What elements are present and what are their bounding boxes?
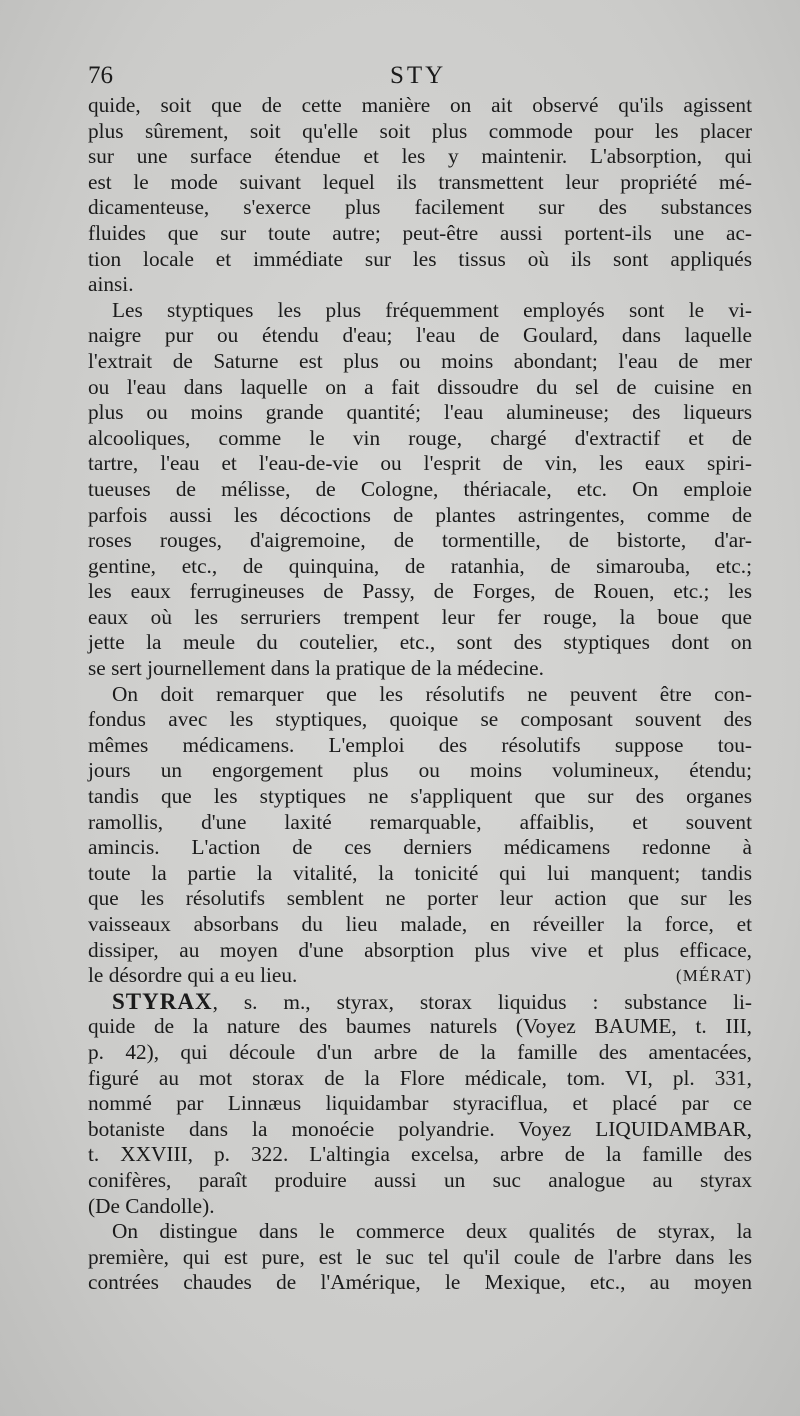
- text-line: eaux où les serruriers trempent leur fer rouge, la boue que: [88, 604, 752, 629]
- text-line: les eaux ferrugineuses de Passy, de Forges, de Rouen, etc.; les: [88, 579, 752, 604]
- text-line: que les résolutifs semblent ne porter leur action que sur les: [88, 886, 752, 911]
- text-line: Les styptiques les plus fréquemment employés sont le vi-: [112, 297, 752, 322]
- text-line: tandis que les styptiques ne s'appliquent que sur des organes: [88, 784, 752, 809]
- entry-first-line-rest: , s. m., styrax, storax liquidus : substance li-: [212, 989, 752, 1014]
- text-line: botaniste dans la monoécie polyandrie. Voyez LIQUIDAMBAR,: [88, 1116, 752, 1141]
- text-line: quide, soit que de cette manière on ait observé qu'ils agissent: [88, 93, 752, 117]
- text-line: ainsi.: [88, 272, 134, 297]
- text-line: figuré au mot storax de la Flore médicale, tom. VI, pl. 331,: [88, 1065, 752, 1090]
- page-header: [88, 62, 752, 92]
- text-line: est le mode suivant lequel ils transmettent leur propriété mé-: [88, 169, 752, 194]
- text-line: conifères, paraît produire aussi un suc analogue au styrax: [88, 1167, 752, 1192]
- text-line: sur une surface étendue et les y maintenir. L'absorption, qui: [88, 144, 752, 169]
- text-line: se sert journellement dans la pratique de la médecine.: [88, 656, 544, 681]
- text-line: jours un engorgement plus ou moins volumineux, étendu;: [88, 758, 752, 783]
- text-line: ou l'eau dans laquelle on a fait dissoudre du sel de cuisine en: [88, 374, 752, 399]
- text-line: t. XXVIII, p. 322. L'altingia excelsa, arbre de la famille des: [88, 1142, 752, 1167]
- running-head: STY: [390, 62, 447, 89]
- text-line: tueuses de mélisse, de Cologne, thériacale, etc. On emploie: [88, 476, 752, 501]
- text-line: fondus avec les styptiques, quoique se composant souvent des: [88, 707, 752, 732]
- entry-headword: STYRAX: [112, 988, 213, 1014]
- text-line: fluides que sur toute autre; peut-être aussi portent-ils une ac-: [88, 220, 752, 245]
- body-text: [88, 93, 752, 1296]
- text-line: vaisseaux absorbans du lieu malade, en réveiller la force, et: [88, 912, 752, 936]
- author-signature: (MÉRAT): [676, 966, 752, 986]
- text-line: parfois aussi les décoctions de plantes astringentes, comme de: [88, 502, 752, 527]
- text-line: naigre pur ou étendu d'eau; l'eau de Goulard, dans laquelle: [88, 323, 752, 348]
- page-number: 76: [88, 62, 113, 89]
- text-line: toute la partie la vitalité, la tonicité qui lui manquent; tandis: [88, 860, 752, 885]
- closing-text: le désordre qui a eu lieu.: [88, 963, 298, 988]
- text-line: plus sûrement, soit qu'elle soit plus commode pour les placer: [88, 118, 752, 143]
- text-line: plus ou moins grande quantité; l'eau alumineuse; des liqueurs: [88, 400, 752, 425]
- text-line: gentine, etc., de quinquina, de ratanhia, de simarouba, etc.;: [88, 553, 752, 578]
- text-line: (De Candolle).: [88, 1193, 215, 1218]
- text-line: mêmes médicamens. L'emploi des résolutifs suppose tou-: [88, 732, 752, 757]
- text-line: l'extrait de Saturne est plus ou moins abondant; l'eau de mer: [88, 348, 752, 373]
- text-line: contrées chaudes de l'Amérique, le Mexique, etc., au moyen: [88, 1270, 752, 1295]
- signed-line: [88, 963, 752, 989]
- text-line: dissiper, au moyen d'une absorption plus vive et plus efficace,: [88, 937, 752, 962]
- text-line: dicamenteuse, s'exerce plus facilement sur des substances: [88, 195, 752, 220]
- text-line: ramollis, d'une laxité remarquable, affaiblis, et souvent: [88, 809, 752, 834]
- text-line: On doit remarquer que les résolutifs ne peuvent être con-: [112, 681, 752, 706]
- text-line: amincis. L'action de ces derniers médicamens redonne à: [88, 835, 752, 860]
- entry-first-line: [88, 989, 752, 1015]
- text-line: tartre, l'eau et l'eau-de-vie ou l'esprit de vin, les eaux spiri-: [88, 451, 752, 476]
- text-line: alcooliques, comme le vin rouge, chargé d'extractif et de: [88, 425, 752, 450]
- text-line: nommé par Linnæus liquidambar styraciflua, et placé par ce: [88, 1091, 752, 1116]
- text-line: jette la meule du coutelier, etc., sont des styptiques dont on: [88, 630, 752, 655]
- text-line: roses rouges, d'aigremoine, de tormentille, de bistorte, d'ar-: [88, 528, 752, 553]
- text-line: première, qui est pure, est le suc tel qu'il coule de l'arbre dans les: [88, 1244, 752, 1269]
- text-line: p. 42), qui découle d'un arbre de la famille des amentacées,: [88, 1039, 752, 1064]
- text-line: quide de la nature des baumes naturels (Voyez BAUME, t. III,: [88, 1014, 752, 1039]
- text-line: tion locale et immédiate sur les tissus où ils sont appliqués: [88, 246, 752, 271]
- text-line: On distingue dans le commerce deux qualités de styrax, la: [112, 1219, 752, 1244]
